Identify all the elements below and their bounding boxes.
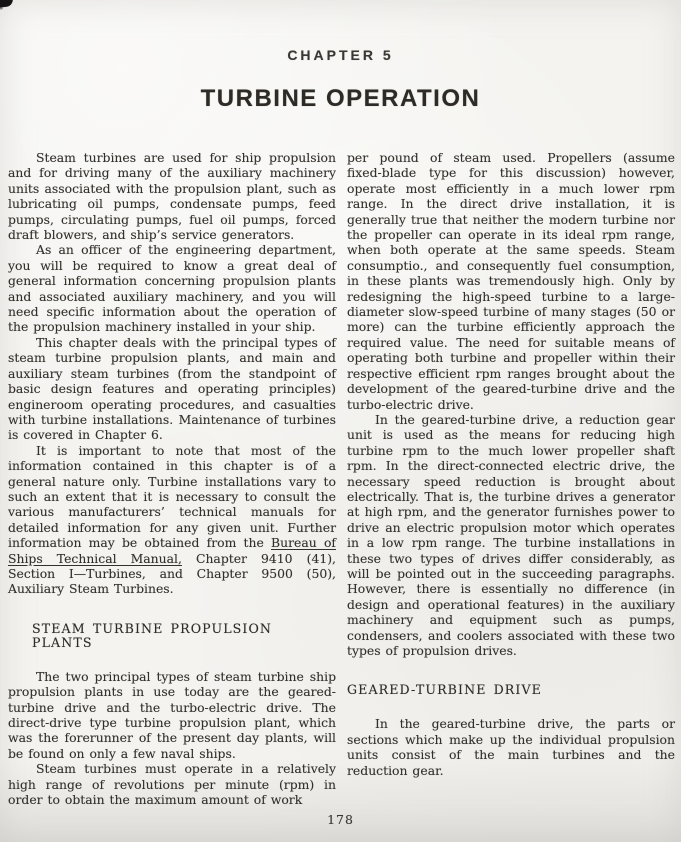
page-footer [0,812,681,827]
left-column [8,150,336,807]
body-paragraph: In the geared-turbine drive, the parts or sections which make up the individual propulsion units consist of the main turbines and the reduction gear. [347,716,675,778]
body-paragraph: Steam turbines must operate in a relatively high range of revolutions per minute (rpm) in order to obtain the maximum amount of work [8,761,336,808]
chapter-label: CHAPTER 5 [287,47,394,63]
two-column-body [0,150,681,807]
underlined-reference: Bureau of Ships Technical Manual, [8,535,336,566]
body-paragraph [8,443,336,597]
chapter-title: TURBINE OPERATION [200,85,481,112]
page-number: 178 [327,812,354,827]
body-paragraph: per pound of steam used. Propellers (assume fixed-blade type for this discussion) however, operate most efficiently in a much lower rpm range. In the direct drive installation, it is generally true that neither the modern turbine nor the propeller can operate in its ideal rpm range, when both operate at the same speeds. Steam consumptio., and consequently fuel consumption, in these plants was tremendously high. Only by redesigning the high-speed turbine to a large-diameter slow-speed turbine of many stages (50 or more) can the turbine efficiently approach the required value. The need for suitable means of operating both turbine and propeller within their respective efficient rpm ranges brought about the development of the geared-turbine drive and the turbo-electric drive. [347,150,675,412]
body-paragraph: Steam turbines are used for ship propulsion and for driving many of the auxiliary machinery units associated with the propulsion plant, such as lubricating oil pumps, condensate pumps, feed pumps, circulating pumps, fuel oil pumps, forced draft blowers, and ship’s service generators. [8,150,336,243]
right-column [347,150,675,807]
chapter-header [0,0,681,111]
paragraph-text: It is important to note that most of the information contained in this chapter is of a general nature only. Turbine installations vary to such an extent that it is necessary to consult the various manufacturers’ technical manuals for detailed information for any given unit. Further information may be obtained from the [8,442,336,551]
body-paragraph: As an officer of the engineering department, you will be required to know a great deal of general information concerning propulsion plants and associated auxiliary machinery, and you will need specific information about the operation of the propulsion machinery installed in your ship. [8,242,336,335]
body-paragraph: This chapter deals with the principal types of steam turbine propulsion plants, and main and auxiliary steam turbines (from the standpoint of basic design features and operating principles) engineroom operating procedures, and casualties with turbine installations. Maintenance of turbines is covered in Chapter 6. [8,334,336,443]
section-heading-steam-turbine-propulsion-plants: STEAM TURBINE PROPULSION PLANTS [32,620,273,650]
section-heading-geared-turbine-drive: GEARED-TURBINE DRIVE [347,682,542,698]
paragraph-text: Chapter 9410 (41), Section I—Turbines, and Chapter 9500 (50), Auxiliary Steam Turbines. [8,550,336,597]
body-paragraph: The two principal types of steam turbine ship propulsion plants in use today are the geared-turbine drive and the turbo-electric drive. The direct-drive type turbine propulsion plant, which was the forerunner of the present day plants, will be found on only a few naval ships. [8,668,336,761]
body-paragraph: In the geared-turbine drive, a reduction gear unit is used as the means for reducing high turbine rpm to the much lower propeller shaft rpm. In the direct-connected electric drive, the necessary speed reduction is brought about electrically. That is, the turbine drives a generator at high rpm, and the generator furnishes power to drive an electric propulsion motor which operates in a low rpm range. The turbine installations in these two types of drives differ considerably, as will be pointed out in the succeeding paragraphs. However, there is essentially no difference (in design and operational features) in the auxiliary machinery and equipment such as pumps, condensers, and coolers associated with these two types of propulsion drives. [347,411,675,658]
